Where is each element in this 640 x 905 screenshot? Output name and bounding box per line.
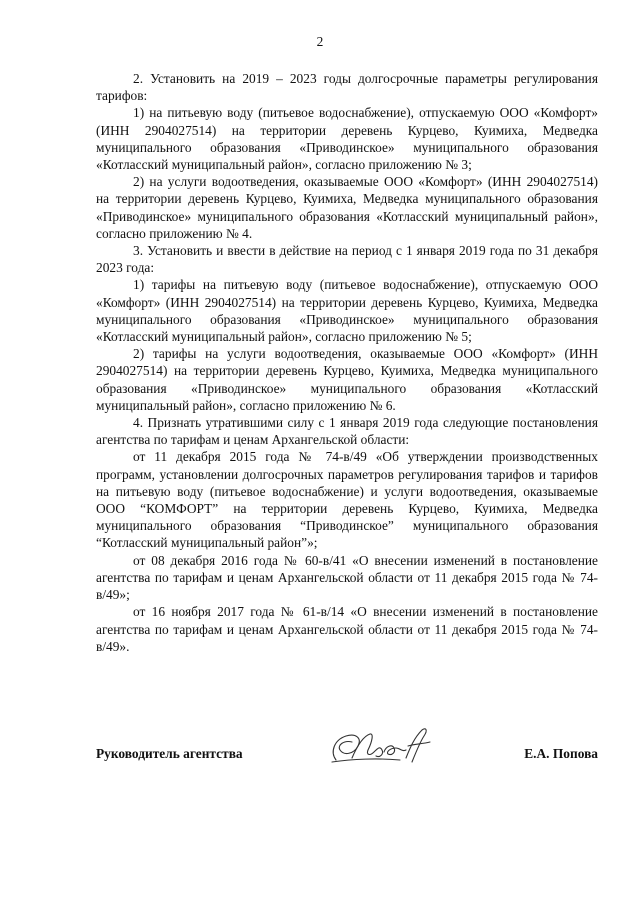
paragraph-item-2: 2. Установить на 2019 – 2023 годы долгосрочные параметры регулирования тарифов: [96,71,598,104]
paragraph-item-3: 3. Установить и ввести в действие на период с 1 января 2019 года по 31 декабря 2023 года: [96,243,598,276]
signatory-title: Руководитель агентства [96,746,243,761]
document-body [96,70,598,655]
paragraph-repeal-3: от 16 ноября 2017 года № 61-в/14 «О внесении изменений в постановление агентства по тарифам и ценам Архангельской области от 11 декабря 2015 года № 74-в/49». [96,604,598,654]
paragraph-item-3-1: 1) тарифы на питьевую воду (питьевое водоснабжение), отпускаемую ООО «Комфорт» (ИНН 2904027514) на территории деревень Курцево, Куимиха, Медведка муниципального образования «Приводинское» муниципального образования «Котласский муниципальный район», согласно приложению № 5; [96,277,598,345]
page-number: 2 [316,34,324,49]
signatory-name: Е.А. Попова [524,746,598,761]
paragraph-repeal-1: от 11 декабря 2015 года № 74-в/49 «Об утверждении производственных программ, установлении долгосрочных параметров регулирования тарифов и тарифов на питьевую воду (питьевое водоснабжение) и услуги водоотведения, оказываемые ООО “КОМФОРТ” на территории деревень Курцево, Куимиха, Медведка муниципального образования “Приводинское” муниципального образования “Котласский муниципальный район”»; [96,449,598,551]
paragraph-item-3-2: 2) тарифы на услуги водоотведения, оказываемые ООО «Комфорт» (ИНН 2904027514) на территории деревень Курцево, Куимиха, Медведка муниципального образования «Приводинское» муниципального образования «Котласский муниципальный район», согласно приложению № 6. [96,346,598,413]
paragraph-item-2-2: 2) на услуги водоотведения, оказываемые ООО «Комфорт» (ИНН 2904027514) на территории деревень Курцево, Куимиха, Медведка муниципального образования «Приводинское» муниципального образования «Котласский муниципальный район», согласно приложению № 4. [96,174,598,241]
paragraph-item-2-1: 1) на питьевую воду (питьевое водоснабжение), отпускаемую ООО «Комфорт» (ИНН 2904027514) на территории деревень Курцево, Куимиха, Медведка муниципального образования «Приводинское» муниципального образования «Котласский муниципальный район», согласно приложению № 3; [96,105,598,173]
paragraph-repeal-2: от 08 декабря 2016 года № 60-в/41 «О внесении изменений в постановление агентства по тарифам и ценам Архангельской области от 11 декабря 2015 года № 74-в/49»; [96,552,598,603]
paragraph-item-4: 4. Признать утратившими силу с 1 января 2019 года следующие постановления агентства по тарифам и ценам Архангельской области: [96,415,598,448]
handwritten-signature-icon [322,722,442,770]
